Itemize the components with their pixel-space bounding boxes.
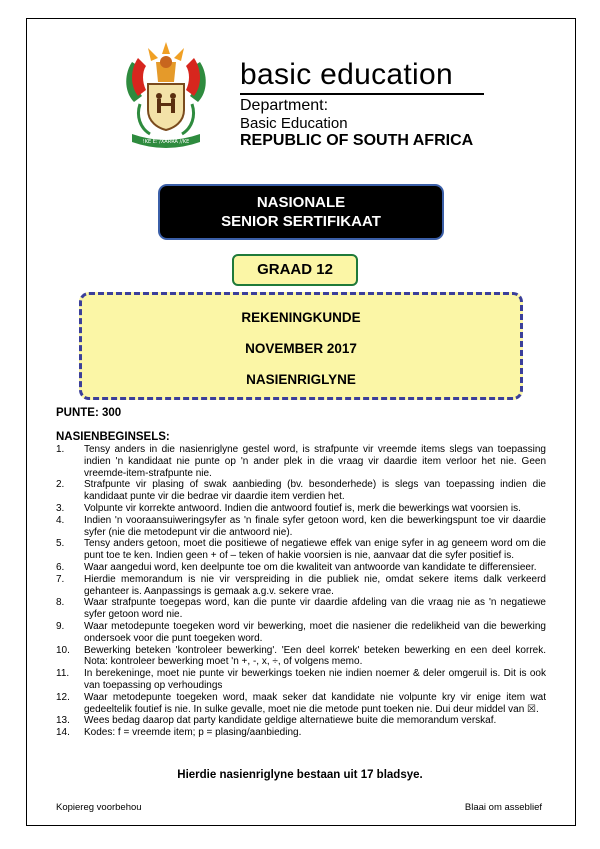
subject-title: REKENINGKUNDE xyxy=(241,310,361,325)
item-number: 8. xyxy=(56,597,65,609)
brand-title: basic education xyxy=(240,58,453,91)
item-number: 7. xyxy=(56,573,65,585)
certificate-title-line2: SENIOR SERTIFIKAAT xyxy=(221,213,381,230)
item-text: Indien 'n vooraansuiweringsyfer as 'n finale syfer getoon word, ken die bewerkingspunt toe vir daardie syfer (nie die metodepunt vir die antwoord nie). xyxy=(84,514,546,538)
coat-of-arms-icon xyxy=(118,40,214,150)
item-text: Waar metodepunte toegeken word, maak seker dat kandidate nie volpunte kry vir enige item wat gedeeltelik foutief is nie. In sulke gevalle, moet nie die metode punt toeken nie. Dui deur middel van ☒. xyxy=(84,691,546,715)
principles-heading: NASIENBEGINSELS: xyxy=(56,431,170,443)
item-text: Waar metodepunte toegeken word vir bewerking, moet die nasiener die redelikheid van die bewerking ondersoek voor die punt toegeken word. xyxy=(84,620,546,644)
item-text: Wees bedag daarop dat party kandidate geldige alternatiewe buite die memorandum verskaf. xyxy=(84,715,497,727)
item-number: 4. xyxy=(56,514,65,526)
item-number: 11. xyxy=(56,668,70,680)
item-text: Waar strafpunte toegepas word, kan die punte vir daardie afdeling van die vraag nie as 'n negatiewe syfer getoon word nie. xyxy=(84,597,546,621)
item-text: Tensy anders in die nasienriglyne gestel word, is strafpunte vir vreemde items slegs van toepassing indien 'n kandidaat nie punte op 'n ander plek in die vraag vir daardie item verloor het nie. Geen vreemde-item-strafpunte nie. xyxy=(84,444,546,479)
list-item xyxy=(56,668,546,692)
document-type: NASIENRIGLYNE xyxy=(246,372,356,387)
item-text: Bewerking beteken 'kontroleer bewerking'. 'Een deel korrek' beteken bewerking en een deel korrek. Nota: kontroleer bewerking moet 'n +, -, x, ÷, of volgens memo. xyxy=(84,644,546,668)
item-number: 9. xyxy=(56,620,65,632)
footer-turn-over: Blaai om asseblief xyxy=(464,802,542,813)
department-name: Basic Education xyxy=(240,115,348,132)
list-item xyxy=(56,444,546,479)
list-item xyxy=(56,692,546,716)
item-number: 6. xyxy=(56,561,65,573)
item-text: Waar aangedui word, ken deelpunte toe om die kwaliteit van antwoorde van kandidate te differensieer. xyxy=(84,561,537,573)
item-number: 2. xyxy=(56,479,65,491)
country-name: REPUBLIC OF SOUTH AFRICA xyxy=(240,132,474,149)
list-item xyxy=(56,479,546,503)
item-number: 14. xyxy=(56,727,70,739)
list-item xyxy=(56,562,546,574)
item-text: In berekeninge, moet nie punte vir bewerkings toeken nie indien noemer & deler omgeruil is. Dit is ook van toepassing op verhoudings xyxy=(84,668,546,691)
list-item xyxy=(56,597,546,621)
grade-badge: GRAAD 12 xyxy=(232,254,358,286)
list-item xyxy=(56,715,546,727)
item-text: Volpunte vir korrekte antwoord. Indien die antwoord foutief is, merk die bewerkings wat voorsien is. xyxy=(84,502,521,514)
item-text: Hierdie memorandum is nie vir verspreiding in die publiek nie, omdat sekere items dalk verkeerd gehanteer is. Aanpassings is gemaak a.g.v. sekere vrae. xyxy=(84,573,546,597)
item-text: Tensy anders getoon, moet die positiewe of negatiewe effek van enige syfer in ag geneem word om die punt toe te ken. Indien geen + of – teken of hakie voorsien is nie, aanvaar dat die syfer positief is. xyxy=(84,538,546,562)
list-item xyxy=(56,538,546,562)
list-item xyxy=(56,621,546,645)
department-block xyxy=(240,97,473,150)
list-item xyxy=(56,645,546,669)
exam-date: NOVEMBER 2017 xyxy=(245,341,357,356)
item-number: 1. xyxy=(56,444,65,455)
item-number: 3. xyxy=(56,502,65,514)
item-number: 13. xyxy=(56,715,70,727)
list-item xyxy=(56,503,546,515)
list-item xyxy=(56,727,546,739)
certificate-title-box xyxy=(160,186,442,238)
footer-copyright: Kopiereg voorbehou xyxy=(56,802,142,813)
item-number: 10. xyxy=(56,644,70,656)
certificate-title-line1: NASIONALE xyxy=(256,194,346,211)
total-marks: PUNTE: 300 xyxy=(56,407,122,419)
item-number: 12. xyxy=(56,691,70,703)
department-label: Department: xyxy=(240,97,329,114)
coat-of-arms-motto: !KE E: /XARRA //KE xyxy=(142,139,190,145)
item-text: Strafpunte vir plasing of swak aanbieding (bv. besonderhede) is slegs van toepassing indien die kandidaat punte vir die bedrae vir daardie item verdien het. xyxy=(84,479,546,503)
item-number: 5. xyxy=(56,538,65,550)
page-count-note: Hierdie nasienriglyne bestaan uit 17 bladsye. xyxy=(177,769,423,781)
list-item xyxy=(56,574,546,598)
item-text: Kodes: f = vreemde item; p = plasing/aanbieding. xyxy=(84,727,302,739)
brand-rule xyxy=(240,93,484,95)
subject-box xyxy=(79,292,523,400)
list-item xyxy=(56,515,546,539)
principles-list xyxy=(56,444,546,739)
